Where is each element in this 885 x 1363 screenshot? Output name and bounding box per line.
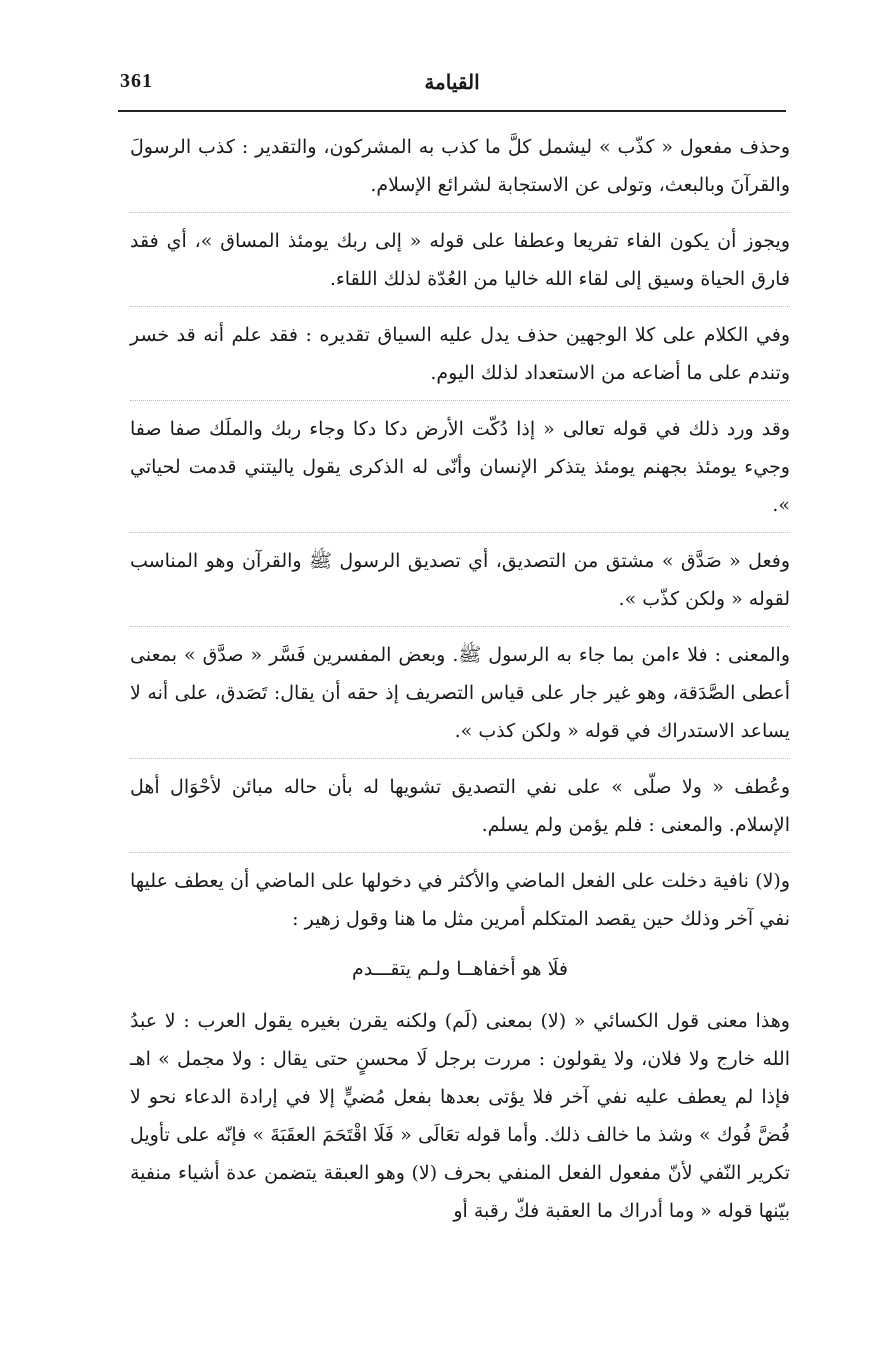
paragraph-9: وهذا معنى قول الكسائي « (لا) بمعنى (لَم) ولكنه يقرن بغيره يقول العرب : لا عبدُ الله خارج ولا فلان، ولا يقولون : مررت برجل لَا محسنٍ حتى يقال : ولا مجمل » اهـ فإذا لم يعطف عليه نفي آخر فلا يؤتى بعدها بفعل مُضيٍّ إلا في إرادة الدعاء نحو لا فُضَّ فُوك » وشذ ما خالف ذلك. وأما قوله تعَالَى « فَلَا اقْتَحَمَ العقَبَةَ » فإنّه على تأويل تكرير النّفي لأنّ مفعول الفعل المنفي بحرف (لا) وهو العبقة يتضمن عدة أشياء منفية بيّنها قوله « وما أدراك ما العقبة فكّ رقبة أو xyxy=(130,1010,790,1222)
paragraph-3: وفي الكلام على كلا الوجهين حذف يدل عليه السياق تقديره : فقد علم أنه قد خسر وتندم على ما أضاعه من الاستعداد لذلك اليوم. xyxy=(130,316,790,401)
paragraph-7: وعُطف « ولا صلّى » على نفي التصديق تشويها له بأن حاله مبائن لأحْوَال أهل الإسلام. والمعنى : فلم يؤمن ولم يسلم. xyxy=(130,768,790,853)
header-divider xyxy=(118,110,786,112)
running-title: القيامة xyxy=(424,70,480,94)
paragraph-5: وفعل « صَدَّق » مشتق من التصديق، أي تصديق الرسول ﷺ والقرآن وهو المناسب لقوله « ولكن كذّب ». xyxy=(130,542,790,627)
poetry-verse: فلَا هو أخفاهــا ولـم يتقـــدم xyxy=(351,958,569,980)
paragraph-4: وقد ورد ذلك في قوله تعالى « إذا دُكّت الأرض دكا دكا وجاء ربك والملَك صفا صفا وجيء يومئذ بجهنم يومئذ يتذكر الإنسان وأنّى له الذكرى يقول ياليتني قدمت لحياتي ». xyxy=(130,410,790,533)
page-body xyxy=(130,128,790,1239)
page-number: 361 xyxy=(120,70,153,92)
paragraph-1: وحذف مفعول « كذّب » ليشمل كلَّ ما كذب به المشركون، والتقدير : كذب الرسولَ والقرآنَ وبالبعث، وتولى عن الاستجابة لشرائع الإسلام. xyxy=(130,128,790,213)
paragraph-8: و(لا) نافية دخلت على الفعل الماضي والأكثر في دخولها على الماضي أن يعطف عليها نفي آخر وذلك حين يقصد المتكلم أمرين مثل ما هنا وقول زهير : xyxy=(130,870,790,930)
paragraph-6: والمعنى : فلا ءامن بما جاء به الرسول ﷺ. وبعض المفسرين فَسَّر « صدَّق » بمعنى أعطى الصَّدَقة، وهو غير جار على قياس التصريف إذ حقه أن يقال: تَصَدق، على أنه لا يساعد الاستدراك في قوله « ولكن كذب ». xyxy=(130,636,790,759)
paragraph-2: ويجوز أن يكون الفاء تفريعا وعطفا على قوله « إلى ربك يومئذ المساق »، أي فقد فارق الحياة وسيق إلى لقاء الله خاليا من العُدّة لذلك اللقاء. xyxy=(130,222,790,307)
page-header xyxy=(118,60,786,108)
